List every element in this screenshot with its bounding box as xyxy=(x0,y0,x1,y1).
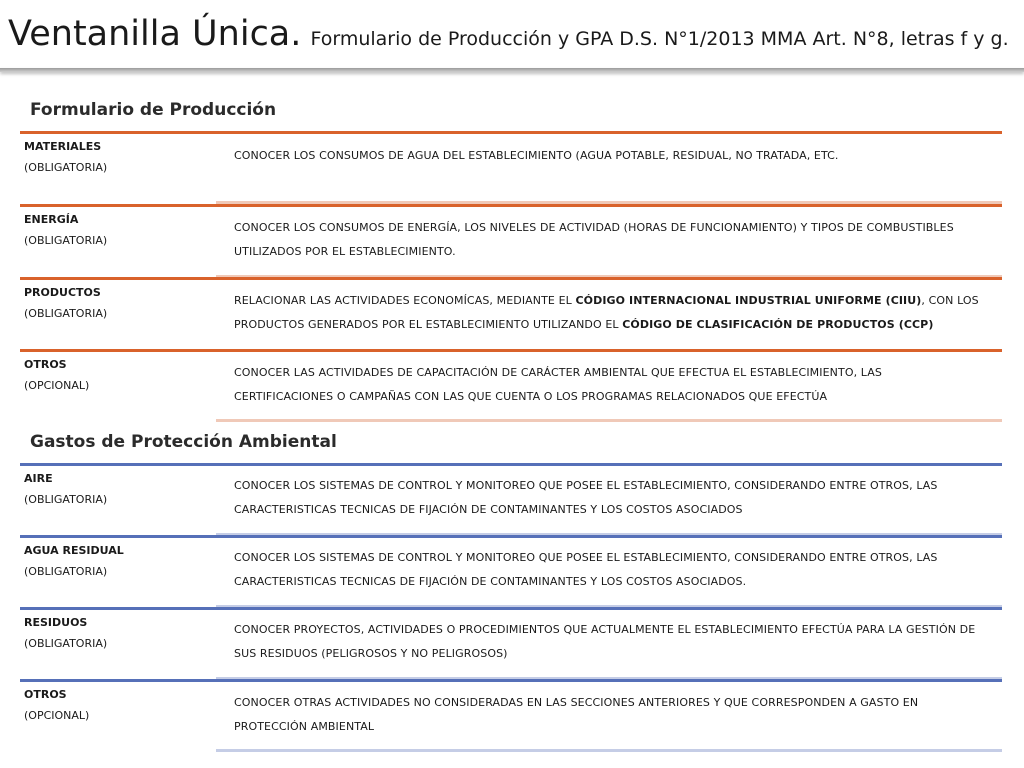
row-requirement: (OBLIGATORIA) xyxy=(24,493,108,506)
row-otros-gpa xyxy=(0,679,1002,757)
row-description: CONOCER LAS ACTIVIDADES DE CAPACITACIÓN DE CARÁCTER AMBIENTAL QUE EFECTUA EL ESTABLECIMIENTO, LAS CERTIFICACIONES O CAMPAÑAS CON LAS QUE CUENTA O LOS PROGRAMAS RELACIONADOS QUE EFECTÚA xyxy=(234,366,882,403)
row-requirement: (OBLIGATORIA) xyxy=(24,161,108,174)
row-bottom-divider xyxy=(216,749,1002,752)
row-description: CONOCER PROYECTOS, ACTIVIDADES O PROCEDIMIENTOS QUE ACTUALMENTE EL ESTABLECIMIENTO EFECTÚA PARA LA GESTIÓN DE SUS RESIDUOS (PELIGROSOS Y NO PELIGROSOS) xyxy=(234,623,976,660)
row-name: AIRE xyxy=(24,472,53,485)
desc-bold-ciiu: CÓDIGO INTERNACIONAL INDUSTRIAL UNIFORME (CIIU) xyxy=(575,294,922,307)
row-name: RESIDUOS xyxy=(24,616,88,629)
row-top-divider xyxy=(20,463,1002,466)
row-name: ENERGÍA xyxy=(24,213,79,226)
row-otros-produccion xyxy=(0,349,1002,427)
row-label xyxy=(24,136,107,178)
row-label xyxy=(24,684,89,726)
row-description: CONOCER LOS CONSUMOS DE AGUA DEL ESTABLECIMIENTO (AGUA POTABLE, RESIDUAL, NO TRATADA, ETC. xyxy=(234,149,839,162)
row-energia xyxy=(0,204,1002,282)
row-description: CONOCER LOS SISTEMAS DE CONTROL Y MONITOREO QUE POSEE EL ESTABLECIMIENTO, CONSIDERANDO ENTRE OTROS, LAS CARACTERISTICAS TECNICAS DE FIJACIÓN DE CONTAMINANTES Y LOS COSTOS ASOCIADOS. xyxy=(234,551,938,588)
title-divider xyxy=(0,68,1024,72)
row-requirement: (OPCIONAL) xyxy=(24,709,90,722)
row-requirement: (OBLIGATORIA) xyxy=(24,234,108,247)
row-materiales xyxy=(0,131,1002,209)
row-top-divider xyxy=(20,535,1002,538)
page-title-main: Ventanilla Única. xyxy=(8,14,302,54)
row-top-divider xyxy=(20,607,1002,610)
row-top-divider xyxy=(20,679,1002,682)
row-residuos xyxy=(0,607,1002,685)
row-label xyxy=(24,209,107,251)
row-top-divider xyxy=(20,349,1002,352)
row-name: MATERIALES xyxy=(24,140,102,153)
desc-text: , CON LOS PRODUCTOS GENERADOS POR EL ESTABLECIMIENTO UTILIZANDO EL xyxy=(234,294,979,331)
row-description: CONOCER LOS CONSUMOS DE ENERGÍA, LOS NIVELES DE ACTIVIDAD (HORAS DE FUNCIONAMIENTO) Y TIPOS DE COMBUSTIBLES UTILIZADOS POR EL ESTABLECIMIENTO. xyxy=(234,221,954,258)
row-label xyxy=(24,540,124,582)
row-requirement: (OPCIONAL) xyxy=(24,379,90,392)
desc-text: RELACIONAR LAS ACTIVIDADES ECONOMÍCAS, MEDIANTE EL xyxy=(234,294,576,307)
row-description xyxy=(234,289,984,337)
section-heading-gpa: Gastos de Protección Ambiental xyxy=(30,432,337,452)
row-name: OTROS xyxy=(24,358,67,371)
title-bar xyxy=(0,0,1024,70)
row-requirement: (OBLIGATORIA) xyxy=(24,637,108,650)
row-description: CONOCER OTRAS ACTIVIDADES NO CONSIDERADAS EN LAS SECCIONES ANTERIORES Y QUE CORRESPONDEN A GASTO EN PROTECCIÓN AMBIENTAL xyxy=(234,696,919,733)
row-requirement: (OBLIGATORIA) xyxy=(24,565,108,578)
row-top-divider xyxy=(20,204,1002,207)
row-agua-residual xyxy=(0,535,1002,613)
row-bottom-divider xyxy=(216,419,1002,422)
page-title xyxy=(8,14,1009,54)
row-productos xyxy=(0,277,1002,355)
row-description: CONOCER LOS SISTEMAS DE CONTROL Y MONITOREO QUE POSEE EL ESTABLECIMIENTO, CONSIDERANDO ENTRE OTROS, LAS CARACTERISTICAS TECNICAS DE FIJACIÓN DE CONTAMINANTES Y LOS COSTOS ASOCIADOS xyxy=(234,479,938,516)
row-top-divider xyxy=(20,277,1002,280)
row-aire xyxy=(0,463,1002,541)
section-heading-produccion: Formulario de Producción xyxy=(30,100,277,120)
row-name: PRODUCTOS xyxy=(24,286,101,299)
row-name: OTROS xyxy=(24,688,67,701)
row-label xyxy=(24,468,107,510)
row-requirement: (OBLIGATORIA) xyxy=(24,307,108,320)
row-top-divider xyxy=(20,131,1002,134)
desc-bold-ccp: CÓDIGO DE CLASIFICACIÓN DE PRODUCTOS (CCP) xyxy=(622,318,934,331)
row-label xyxy=(24,612,107,654)
row-name: AGUA RESIDUAL xyxy=(24,544,124,557)
row-label xyxy=(24,354,89,396)
row-label xyxy=(24,282,107,324)
page-title-sub: Formulario de Producción y GPA D.S. N°1/2013 MMA Art. N°8, letras f y g. xyxy=(310,28,1009,50)
